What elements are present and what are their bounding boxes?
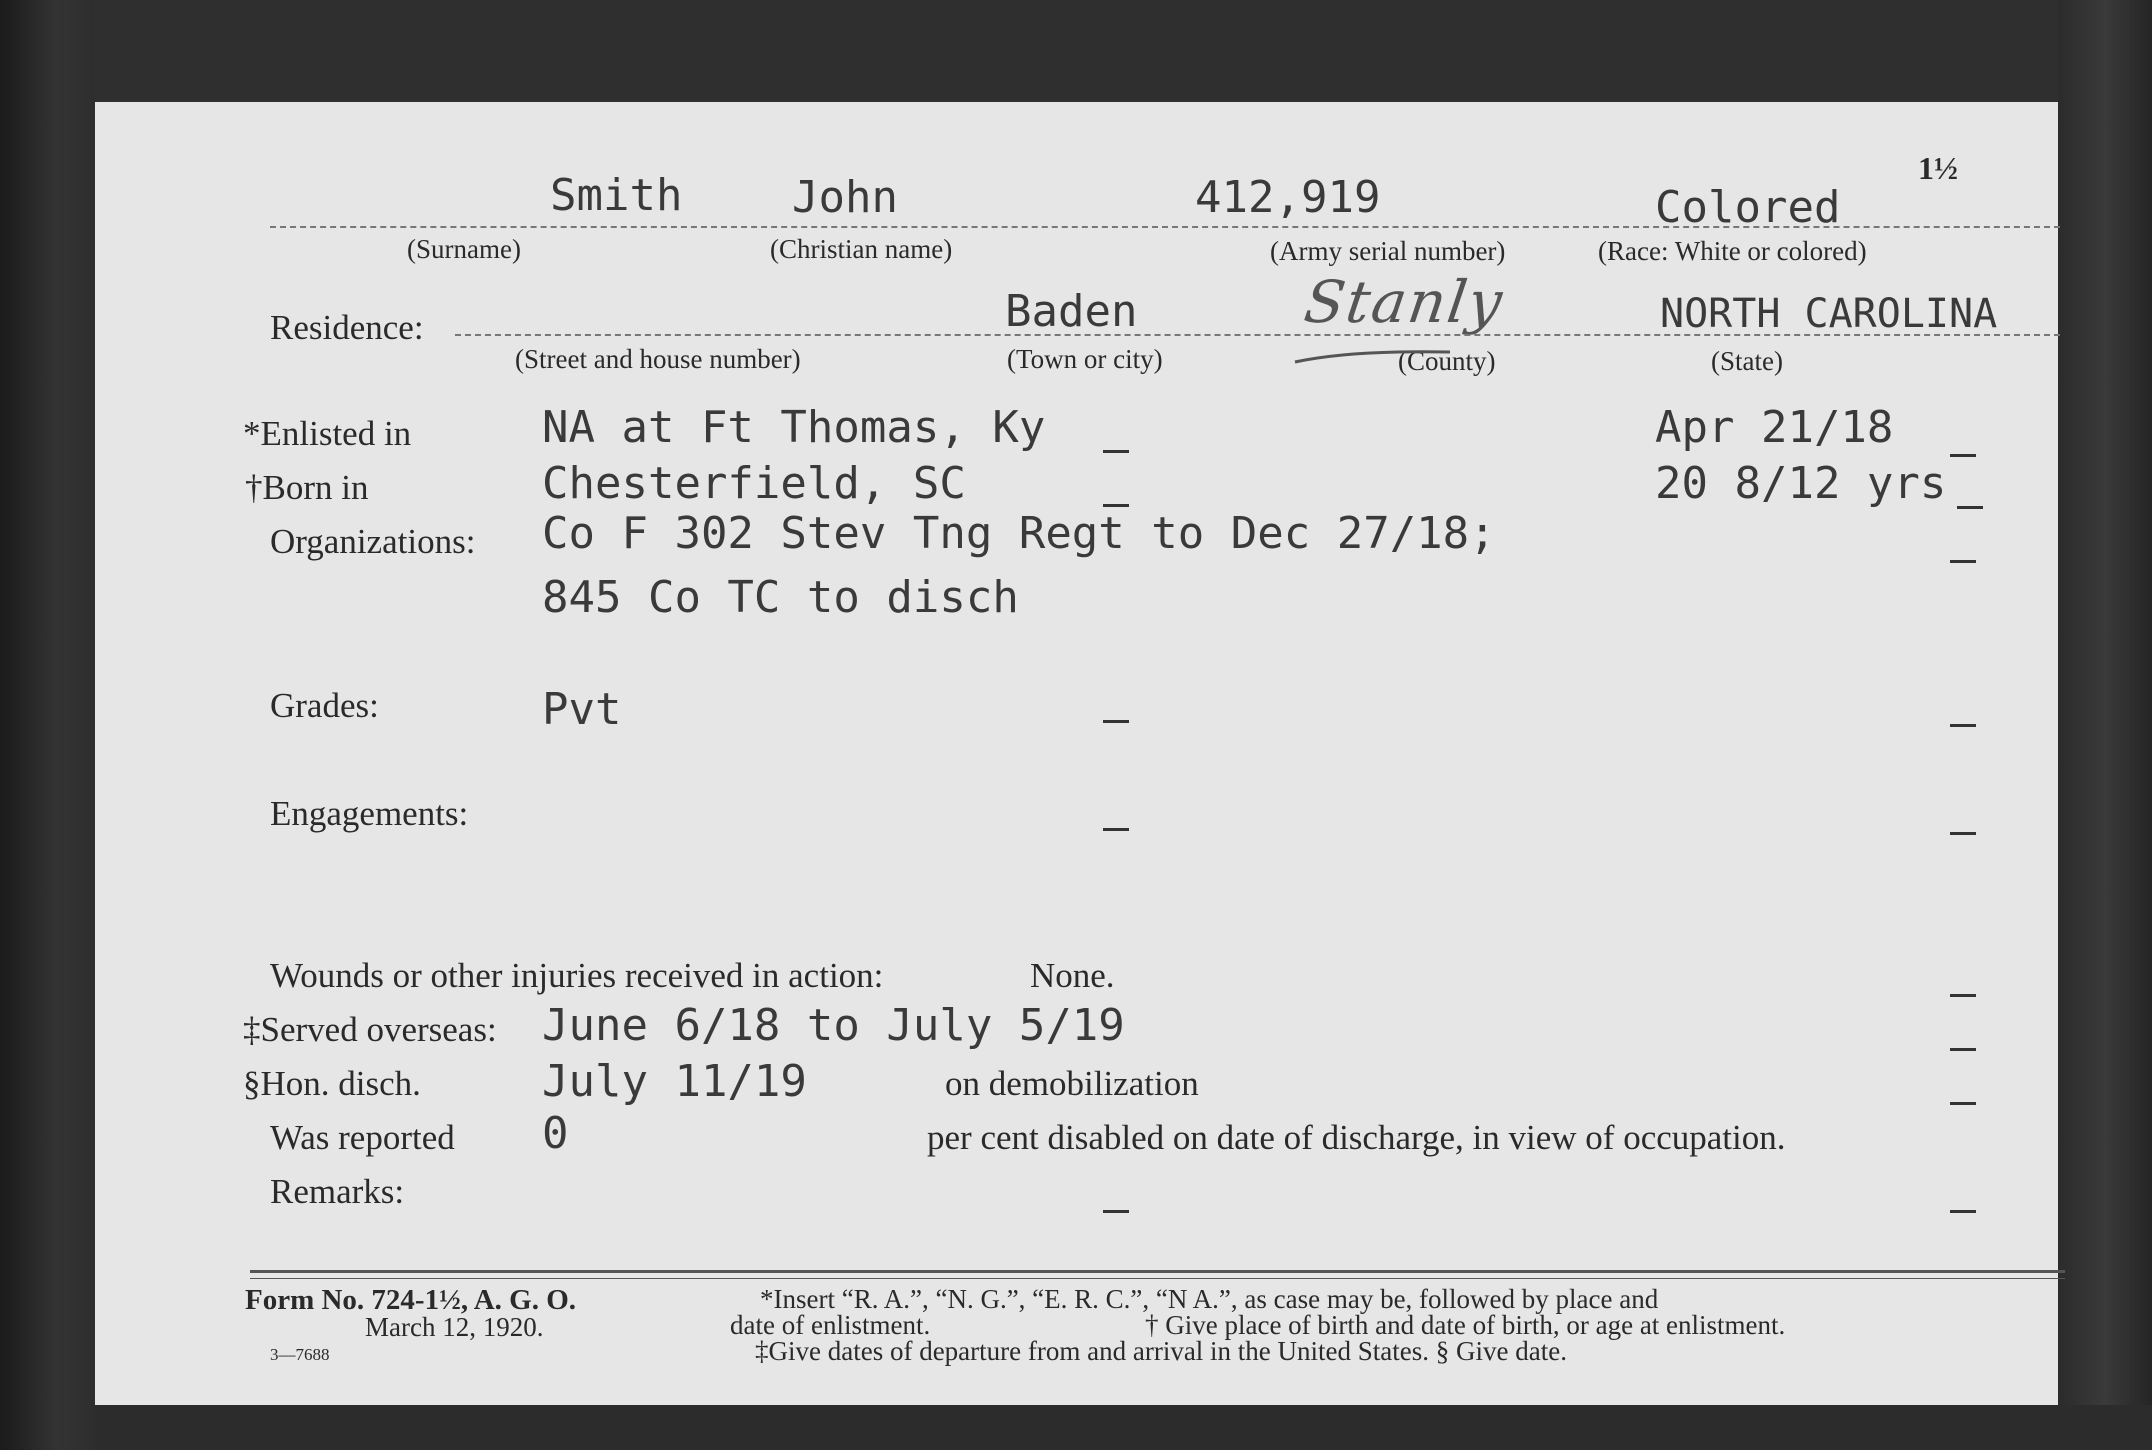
discharge-label: §Hon. disch.	[243, 1064, 421, 1103]
footer-print-code: 3—7688	[270, 1345, 330, 1364]
enlisted-label: *Enlisted in	[243, 414, 412, 453]
wounds-label: Wounds or other injuries received in action:	[270, 956, 884, 995]
scanner-frame-top	[95, 0, 2152, 102]
reported-label: Was reported	[270, 1118, 455, 1157]
residence-county-handwritten: Stanly	[1300, 268, 1509, 336]
grades-right-dash	[1950, 724, 1976, 727]
remarks-dash	[1103, 1210, 1129, 1213]
serial-number-caption: (Army serial number)	[1270, 236, 1506, 266]
footer-note-insert: *Insert “R. A.”, “N. G.”, “E. R. C.”, “N A.”, as case may be, followed by place and	[760, 1284, 1659, 1314]
engagements-label: Engagements:	[270, 794, 469, 833]
christian-name-caption: (Christian name)	[770, 234, 953, 264]
state-caption: (State)	[1711, 346, 1783, 376]
surname-value: Smith	[550, 170, 683, 221]
footer-rule-top	[250, 1270, 2065, 1273]
overseas-label: ‡Served overseas:	[243, 1010, 497, 1049]
organizations-line2: 845 Co TC to disch	[542, 572, 1019, 623]
residence-label: Residence:	[270, 308, 424, 347]
serial-number-value: 412,919	[1195, 172, 1381, 223]
born-label: †Born in	[245, 468, 369, 507]
service-record-card	[95, 102, 2058, 1405]
enlisted-dash	[1103, 450, 1129, 453]
discharge-value: July 11/19	[542, 1056, 807, 1107]
grades-value: Pvt	[542, 684, 622, 735]
wounds-value: None.	[1030, 956, 1115, 995]
reported-text: per cent disabled on date of discharge, in view of occupation.	[927, 1118, 1786, 1157]
footer-note-birth: † Give place of birth and date of birth, or age at enlistment.	[1145, 1310, 1786, 1340]
born-age-dash	[1957, 506, 1983, 509]
born-dash	[1103, 504, 1129, 507]
county-underline-stroke	[1290, 342, 1460, 372]
residence-state-value: NORTH CAROLINA	[1660, 291, 1998, 337]
street-caption: (Street and house number)	[515, 344, 801, 374]
name-row-rule	[270, 226, 2060, 228]
scanner-frame-right	[2058, 0, 2152, 1450]
remarks-label: Remarks:	[270, 1172, 405, 1211]
discharge-dash	[1950, 1102, 1976, 1105]
enlisted-value: NA at Ft Thomas, Ky	[542, 402, 1046, 453]
grades-dash	[1103, 720, 1129, 723]
enlisted-date-dash	[1950, 454, 1976, 457]
race-value: Colored	[1655, 182, 1841, 233]
engagements-dash	[1103, 828, 1129, 831]
surname-caption: (Surname)	[407, 234, 521, 264]
discharge-note: on demobilization	[945, 1064, 1199, 1103]
grades-label: Grades:	[270, 686, 379, 725]
christian-name-value: John	[792, 172, 898, 223]
footer-note-overseas: ‡Give dates of departure from and arrival in the United States. § Give date.	[755, 1336, 1567, 1366]
born-value: Chesterfield, SC	[542, 458, 966, 509]
organizations-label: Organizations:	[270, 522, 476, 561]
race-caption: (Race: White or colored)	[1598, 236, 1867, 266]
footer-note-enlistment: date of enlistment.	[730, 1310, 931, 1340]
county-caption: (County)	[1398, 346, 1496, 376]
footer-form-number: Form No. 724-1½, A. G. O.	[245, 1284, 577, 1316]
overseas-dash	[1950, 1048, 1976, 1051]
wounds-dash	[1950, 994, 1976, 997]
town-caption: (Town or city)	[1007, 344, 1163, 374]
overseas-value: June 6/18 to July 5/19	[542, 1000, 1125, 1051]
corner-number: 1½	[1918, 150, 1958, 186]
footer-rule-bottom	[250, 1278, 2065, 1279]
remarks-right-dash	[1950, 1210, 1976, 1213]
residence-town-value: Baden	[1005, 286, 1138, 337]
enlisted-date-value: Apr 21/18	[1655, 402, 1894, 453]
engagements-right-dash	[1950, 832, 1976, 835]
scanner-frame-left	[0, 0, 95, 1450]
scanner-frame-bottom	[95, 1405, 2152, 1450]
born-age-value: 20 8/12 yrs	[1655, 458, 1947, 509]
footer-form-date: March 12, 1920.	[365, 1312, 544, 1342]
reported-value: 0	[542, 1108, 569, 1159]
residence-rule	[455, 334, 2060, 336]
organizations-line1: Co F 302 Stev Tng Regt to Dec 27/18;	[542, 508, 1496, 559]
organizations-dash	[1950, 560, 1976, 563]
